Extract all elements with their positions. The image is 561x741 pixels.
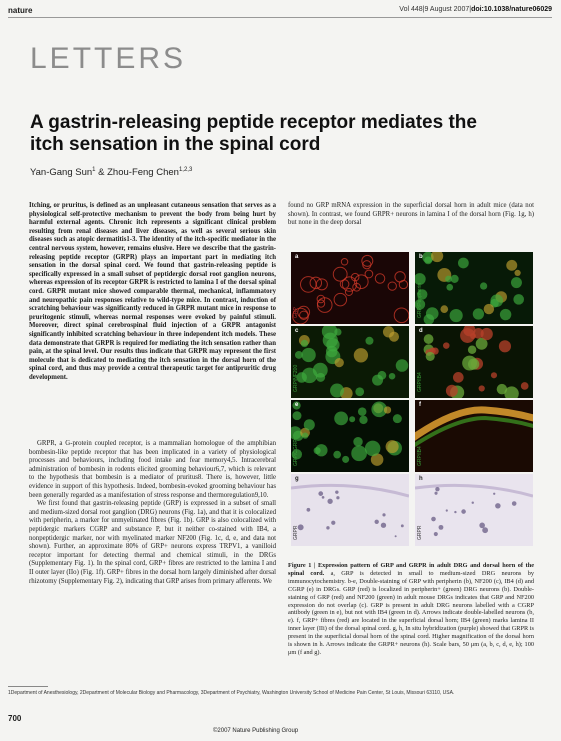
figure-panel-a [291, 252, 409, 324]
panel-letter: e [295, 402, 299, 408]
panel-letter: h [419, 476, 423, 482]
author-name: Zhou-Feng Chen [107, 167, 179, 179]
micrograph-image [291, 400, 409, 472]
journal-name: nature [8, 6, 33, 15]
figure-panel-c [291, 326, 409, 398]
volume-date: Vol 448|9 August 2007| [399, 6, 472, 13]
panel-stain-label: GRP/IB4 [417, 446, 423, 466]
panel-stain-label: GRP [293, 307, 299, 318]
panel-letter: d [419, 328, 423, 334]
panel-letter: b [419, 254, 423, 260]
author-list [30, 167, 192, 178]
panel-stain-label: GRP/IB4 [417, 372, 423, 392]
figure-panel-d [415, 326, 533, 398]
micrograph-image [415, 252, 533, 324]
panel-letter: f [419, 402, 421, 408]
figure-panel-e [291, 400, 409, 472]
body-column-right: found no GRP mRNA expression in the superficial dorsal horn in adult mice (data not shown). In contrast, we found GRPR+ neurons in lamina I of the dorsal horn (Fig. 1g, h) but none in the deep dorsal [288, 202, 534, 227]
micrograph-image [291, 326, 409, 398]
panel-stain-label: GRPR [417, 525, 423, 540]
figure-panel-h [415, 474, 533, 546]
doi-link[interactable]: doi:10.1038/nature06029 [471, 6, 552, 13]
figure-1 [291, 252, 537, 548]
micrograph-image [291, 474, 409, 546]
volume-info [399, 6, 552, 13]
panel-stain-label: GRP/Peripherin [417, 282, 423, 318]
figure-panel-f [415, 400, 533, 472]
copyright-notice: ©2007 Nature Publishing Group [213, 728, 299, 734]
body-column-left [29, 440, 276, 586]
figure-caption [288, 562, 534, 657]
panel-letter: g [295, 476, 299, 482]
affiliation-marker: 1 [92, 167, 96, 173]
figure-panel-b [415, 252, 533, 324]
panel-stain-label: GRP/CGRP [293, 439, 299, 466]
micrograph-image [415, 400, 533, 472]
body-paragraph: We first found that gastrin-releasing peptide (GRP) is expressed in a subset of small and medium-sized dorsal root ganglion (DRG) neurons (Fig. 1a), and that it is colocalized with peripherin, a marker for unmyelinated fibres (Fig. 1b). GRP is also colocalized with peptidergic markers CGRP and substance P, but it neither co-stained with IB4, a nonpeptidergic marker, nor with myelinated marker NF200 (Fig. 1c, d, e, and data not shown). Further, an approximate 80% of GRP+ neurons express TRPV1, a vanilloid receptor important for detecting thermal and chemical stimuli, in the DRGs (Supplementary Fig. 1). In the spinal cord, GRP+ fibres are restricted to the lamina I and II outer layer (IIo) (Fig. 1f). GRP+ fibres in the dorsal horn largely diminished after dorsal rhizotomy (Supplementary Fig. 2), indicating that GRP arises from primary afferents. We [29, 500, 276, 585]
article-title: A gastrin-releasing peptide receptor mediates the itch sensation in the spinal cord [30, 112, 477, 155]
caption-text: a, GRP is detected in small to medium-sized DRG neurons by immunocytochemistry. b-e, Double-staining of GRP with peripherin (b), NF200 (c), IB4 (d) and CGRP (e) in DRGs. GRP (red) is localized in peripherin+ (green) DRG neurons (b). Double-staining of GRP (red) and NF200 (green) in adult mouse DRGs indicates that GRP and NF200 expression do not overlap (c). GRP is present in adult DRG neurons labelled with a CGRP antibody (green in e), but not with IB4 (green in d). Arrows indicate double-labelled neurons (b, e). f, GRP+ fibres (red) are located in the superficial dorsal horn; IB4 (green) marks lamina II inner layer (IIi) of the dorsal spinal cord. g, h, In situ hybridization (purple) showed that GRPR is present in the superficial dorsal horn of the spinal cord. Higher magnification of the dorsal horn is shown in h. Arrows indicate the GRPR+ neurons (h). Scale bars, 50 μm (a, b, c, d, e, h); 100 μm (f and g). [288, 569, 534, 656]
author-name: Yan-Gang Sun [30, 167, 93, 179]
section-label: LETTERS [30, 42, 187, 75]
micrograph-image [415, 474, 533, 546]
footnote-rule [8, 686, 48, 687]
panel-letter: c [295, 328, 299, 334]
abstract: Itching, or pruritus, is defined as an unpleasant cutaneous sensation that serves as a physiological self-protective mechanism to prevent the body from being hurt by harmful external agents. Chronic itch represents a significant clinical problem resulting from renal diseases and liver diseases, as well as several serious skin diseases such as atopic dermatitis1-3. The identity of the itch-specific mediator in the central nervous system, however, remains elusive. Here we describe that the gastrin-releasing peptide receptor (GRPR) plays an important part in mediating itch sensation in the dorsal spinal cord. We found that gastrin-releasing peptide is specifically expressed in a small subset of peptidergic dorsal root ganglion neurons, whereas expression of its receptor GRPR is restricted to lamina I of the dorsal spinal cord. GRPR mutant mice showed comparable thermal, mechanical, inflammatory and neuropathic pain responses relative to wild-type mice. In contrast, induction of scratching behaviour was significantly reduced in GRPR mutant mice in response to pruritogenic stimuli, whereas normal responses were evoked by painful stimuli. Moreover, direct spinal cerebrospinal fluid injection of a GRPR antagonist significantly inhibited scratching behaviour in three independent itch models. These data demonstrate that GRPR is required for mediating the itch sensation rather than pain, at the spinal level. Our results thus indicate that GRPR may represent the first molecule that is dedicated to mediating the itch sensation in the dorsal horn of the spinal cord, and thus may provide a central therapeutic target for antipruritic drug development. [29, 202, 276, 381]
author-separator: & [95, 167, 108, 179]
panel-stain-label: GRP/NF200 [293, 364, 299, 392]
header-rule [8, 17, 552, 18]
panel-letter: a [295, 254, 299, 260]
micrograph-image [415, 326, 533, 398]
affiliation-marker: 1,2,3 [178, 167, 193, 173]
micrograph-image [291, 252, 409, 324]
page-number: 700 [8, 714, 22, 723]
affiliations-footnote: 1Department of Anesthesiology, 2Department of Molecular Biology and Pharmacology, 3Department of Psychiatry, Washington University School of Medicine Pain Center, St Louis, Missouri 63110, USA. [8, 690, 455, 696]
caption-label: Figure 1 | Expression pattern of GRP and GRPR in adult DRG and dorsal horn of the spinal cord. [288, 562, 534, 577]
body-paragraph: GRPR, a G-protein coupled receptor, is a mammalian homologue of the amphibian bombesin-like peptide receptor that has been implicated in a variety of physiological processes and behaviours, including food intake and fear memory4,5. Intracerebral administration of bombesin in rodents elicited grooming behaviour6,7, which is relevant to the hypothesis that bombesin is a mediator of pruritus8. There is, however, little evidence in support of this hypothesis. Indeed, bombesin-evoked grooming behaviour has been generally regarded as a manifestation of stress response and thermoregulation9,10. [29, 440, 276, 499]
panel-stain-label: GRPR [293, 525, 299, 540]
figure-panel-g [291, 474, 409, 546]
